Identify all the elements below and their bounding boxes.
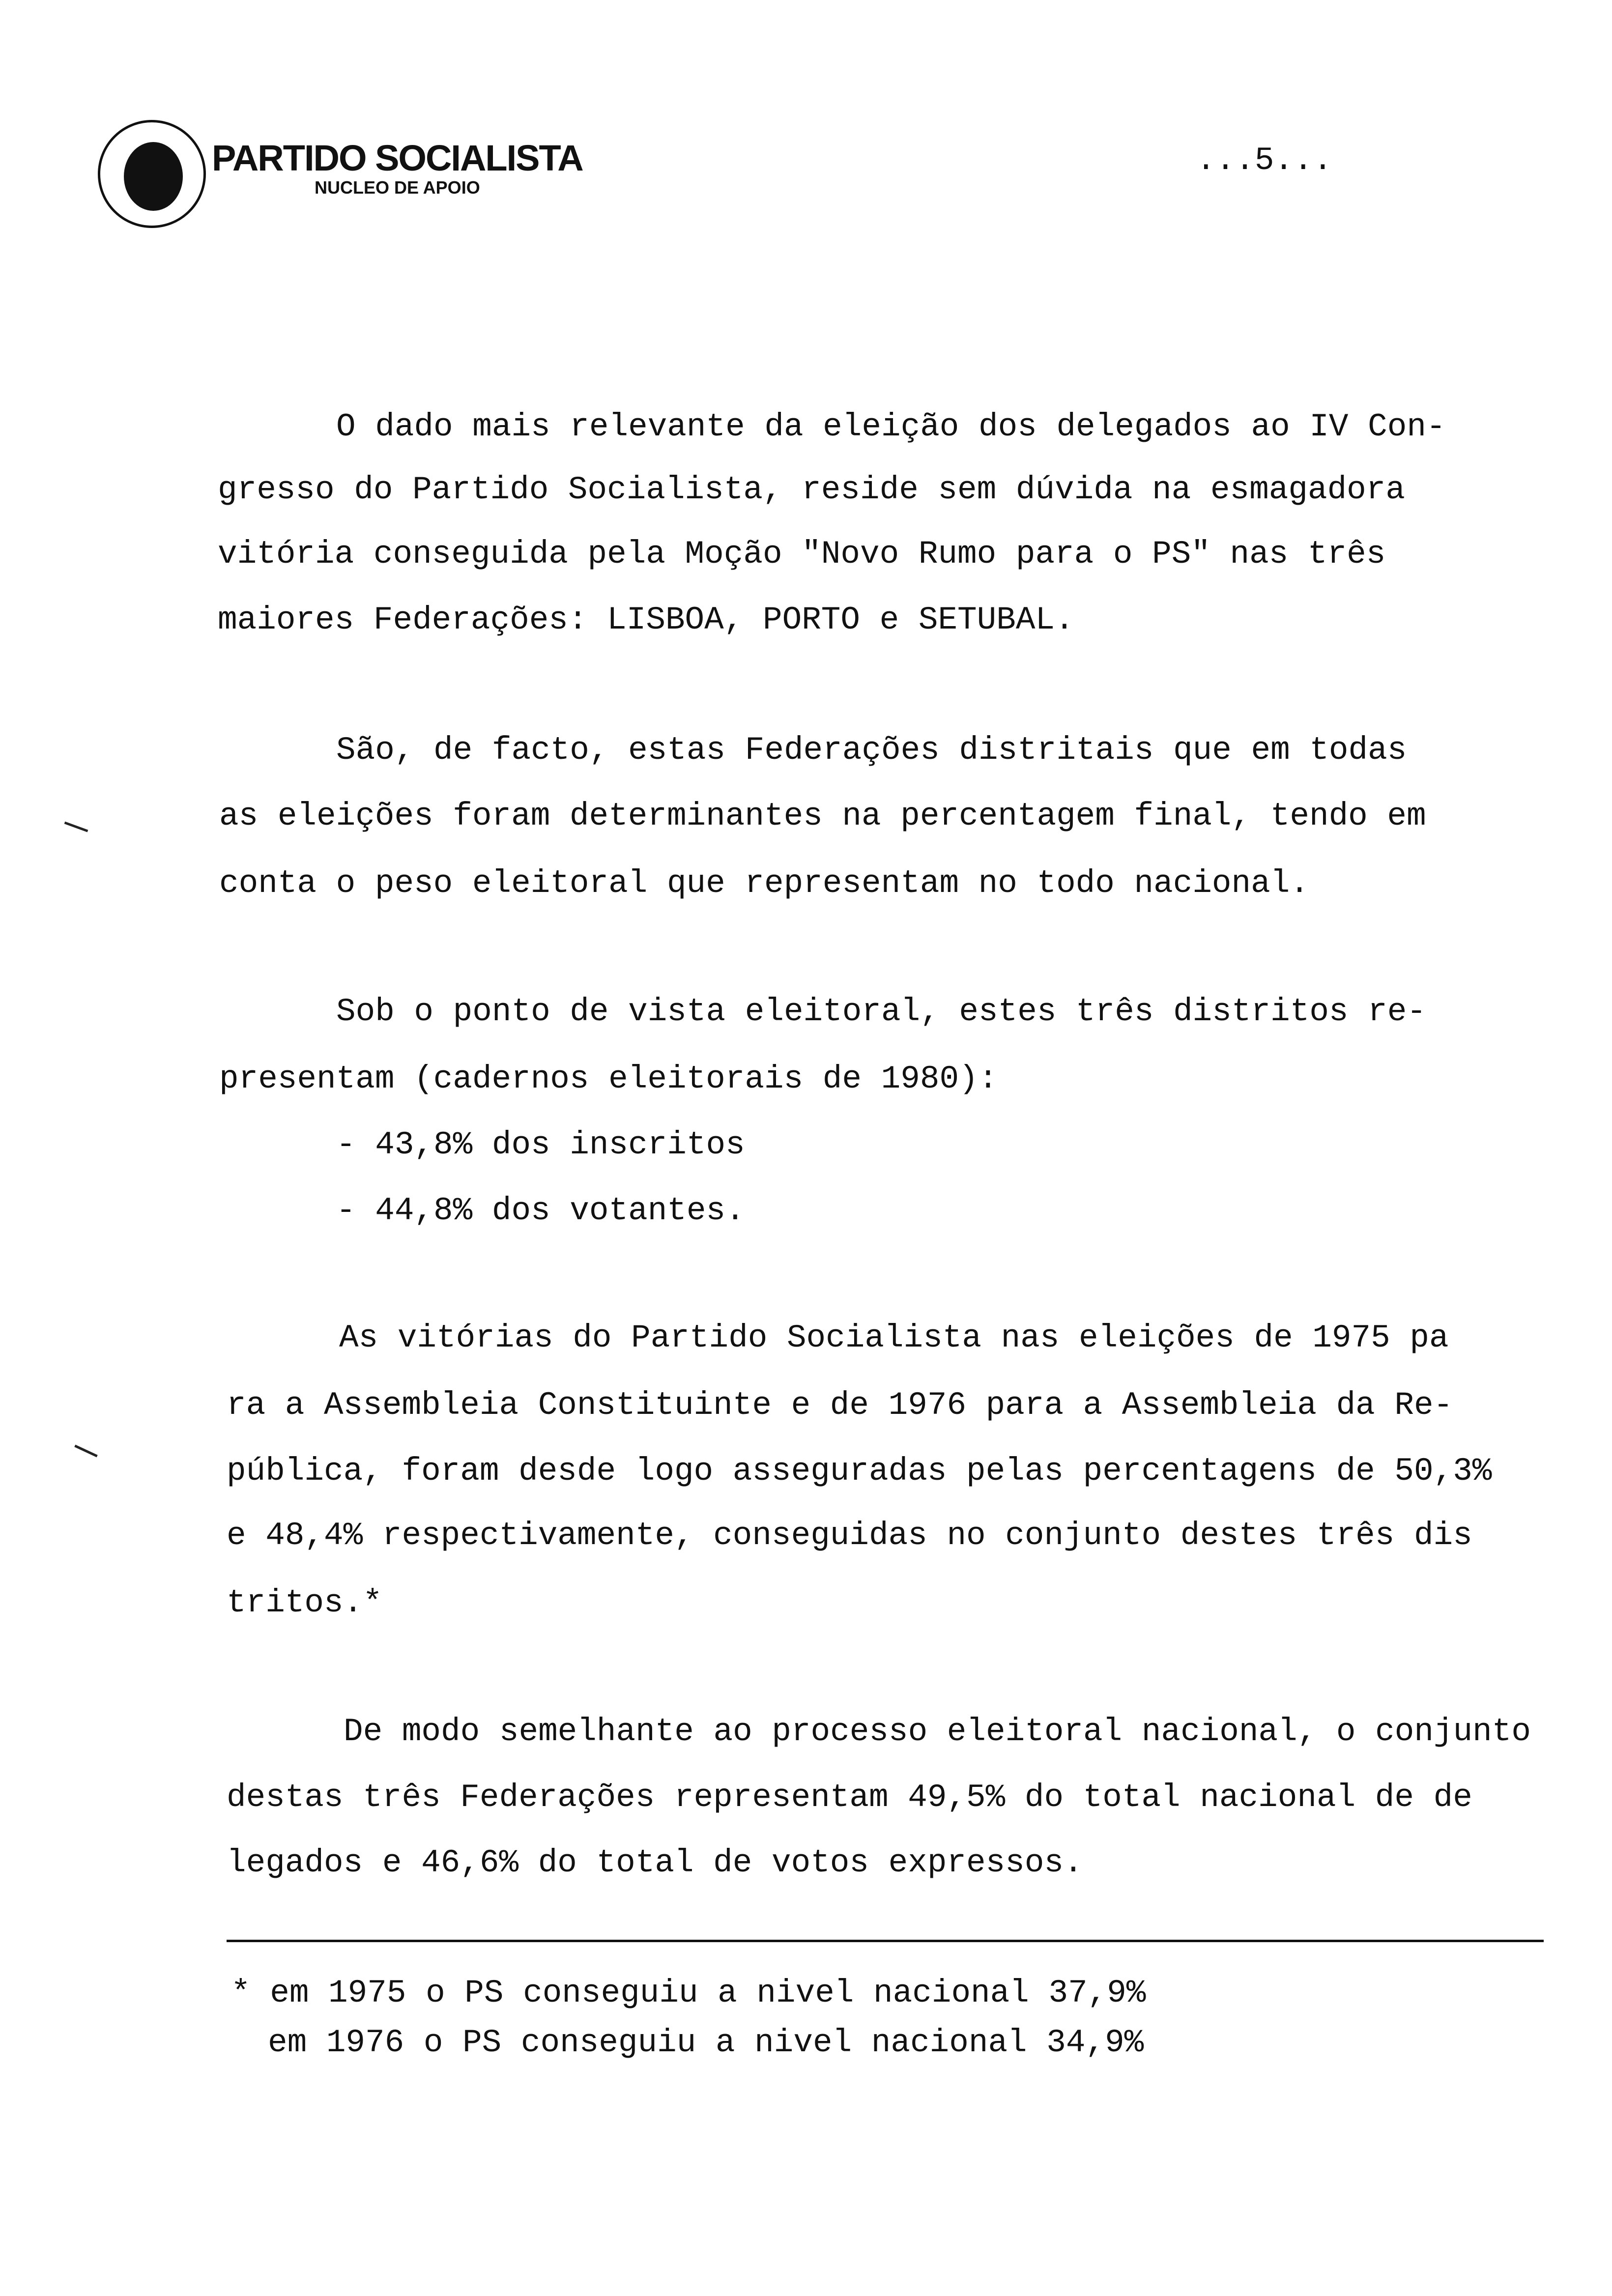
footnote-divider [227, 1940, 1544, 1942]
text-line: Sob o ponto de vista eleitoral, estes três distritos re- [336, 993, 1426, 1030]
text-line: destas três Federações representam 49,5% do total nacional de de [227, 1779, 1472, 1816]
footnote-line: em 1976 o PS conseguiu a nivel nacional 34,9% [268, 2024, 1144, 2061]
logo-title: PARTIDO SOCIALISTA [212, 138, 583, 178]
text-line: as eleições foram determinantes na percentagem final, tendo em [219, 798, 1426, 834]
text-line: conta o peso eleitoral que representam no todo nacional. [219, 865, 1309, 902]
footnote-line: * em 1975 o PS conseguiu a nivel nacional 37,9% [231, 1975, 1146, 2011]
text-line: e 48,4% respectivamente, conseguidas no conjunto destes três dis [227, 1517, 1472, 1554]
text-line: legados e 46,6% do total de votos expressos. [227, 1844, 1083, 1881]
list-item: - 43,8% dos inscritos [336, 1126, 745, 1163]
text-line: pública, foram desde logo asseguradas pelas percentagens de 50,3% [227, 1453, 1492, 1490]
margin-mark [74, 1445, 97, 1458]
text-line: ra a Assembleia Constituinte e de 1976 para a Assembleia da Re- [227, 1387, 1453, 1424]
margin-mark [64, 822, 88, 832]
text-line: presentam (cadernos eleitorais de 1980): [219, 1061, 998, 1097]
text-line: gresso do Partido Socialista, reside sem dúvida na esmagadora [218, 471, 1405, 508]
text-line: O dado mais relevante da eleição dos delegados ao IV Con- [336, 408, 1446, 445]
text-line: maiores Federações: LISBOA, PORTO e SETUBAL. [218, 602, 1074, 638]
text-line: vitória conseguida pela Moção "Novo Rumo para o PS" nas três [218, 536, 1386, 573]
text-line: São, de facto, estas Federações distritais que em todas [336, 732, 1407, 769]
text-line: tritos.* [227, 1584, 382, 1621]
logo-subtitle: NUCLEO DE APOIO [315, 177, 480, 198]
list-item: - 44,8% dos votantes. [336, 1192, 745, 1229]
page-number: ...5... [1196, 142, 1333, 179]
text-line: De modo semelhante ao processo eleitoral nacional, o conjunto [344, 1713, 1531, 1750]
text-line: As vitórias do Partido Socialista nas eleições de 1975 pa [339, 1320, 1449, 1356]
fist-emblem-icon [98, 120, 206, 228]
